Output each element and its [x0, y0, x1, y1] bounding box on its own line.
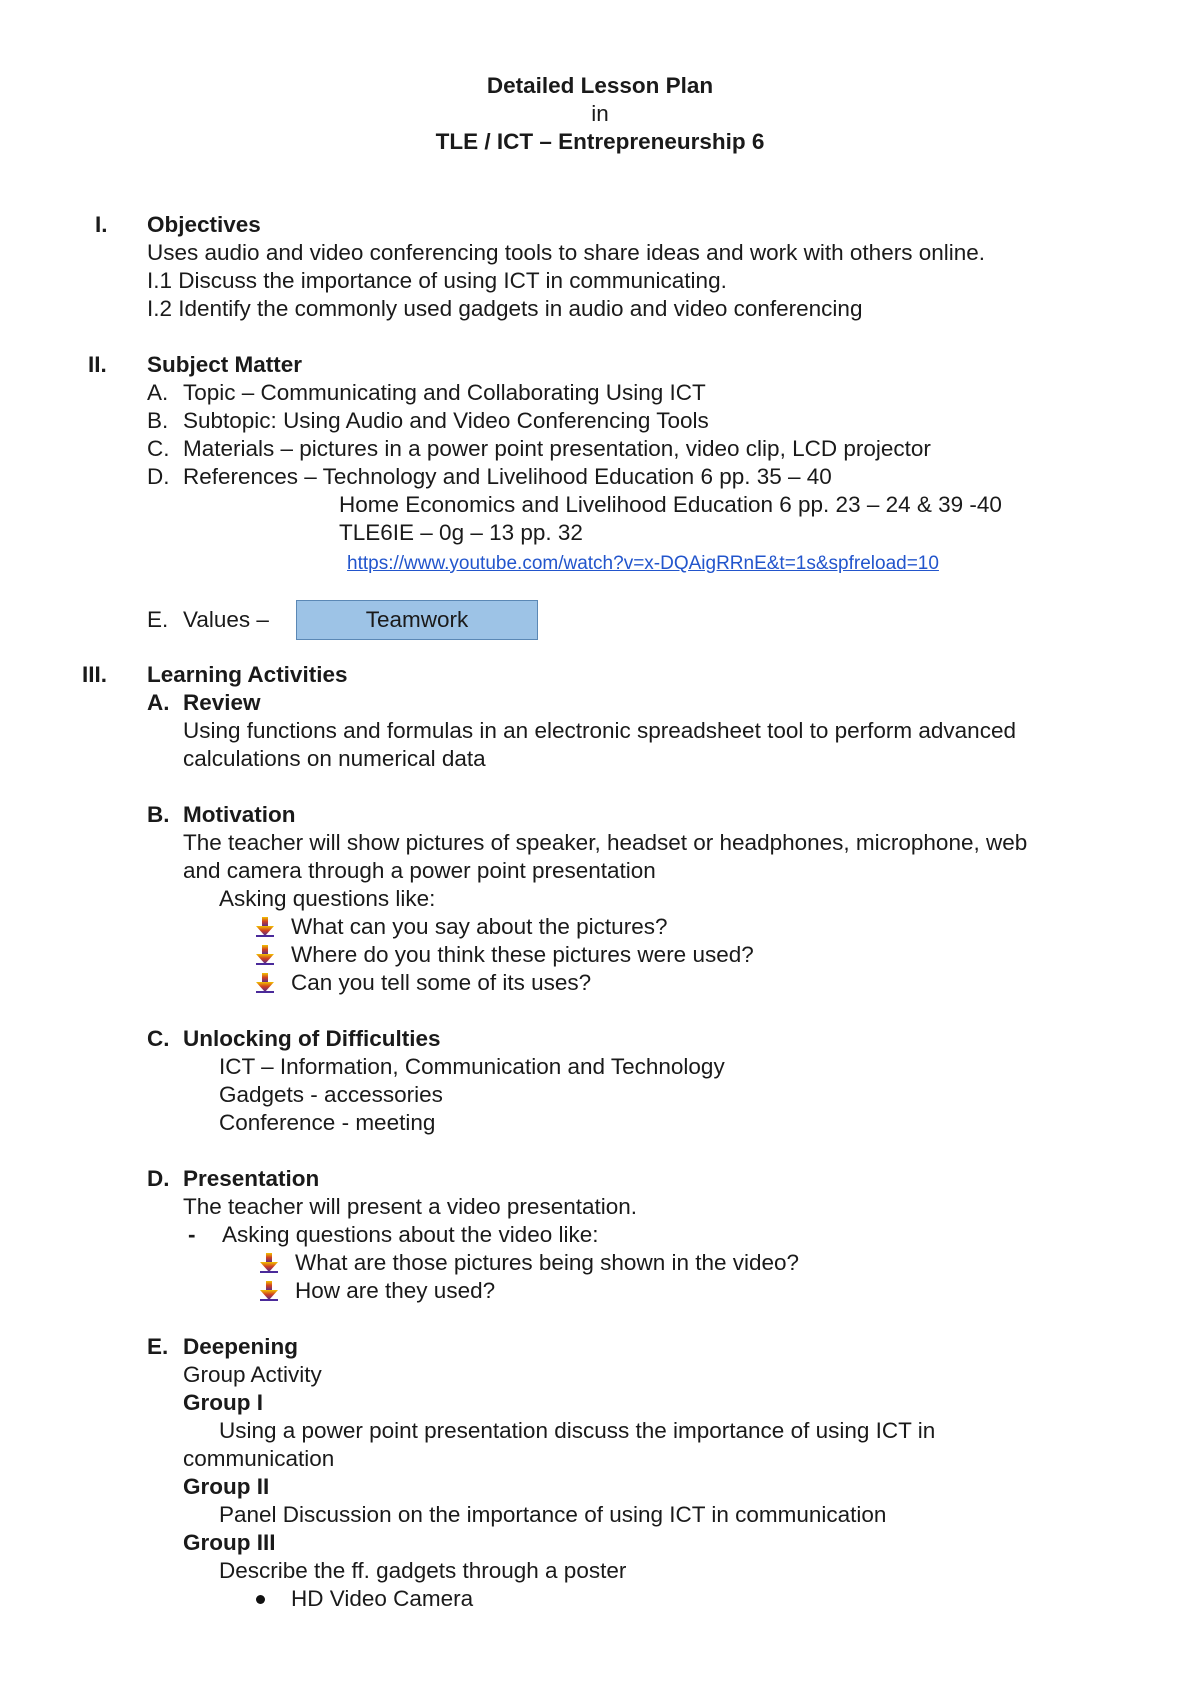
- arrow-bullet-icon: [256, 973, 274, 993]
- objective-item: I.2 Identify the commonly used gadgets in audio and video conferencing: [147, 296, 863, 321]
- presentation-asking: Asking questions about the video like:: [222, 1222, 599, 1247]
- bullet-dot-icon: [256, 1595, 265, 1604]
- group-heading: Group I: [183, 1390, 263, 1415]
- group-task: communication: [183, 1446, 335, 1471]
- group-heading: Group III: [183, 1530, 276, 1555]
- presentation-question: What are those pictures being shown in the video?: [295, 1250, 800, 1275]
- presentation-question: How are they used?: [295, 1278, 496, 1303]
- review-text: calculations on numerical data: [183, 746, 486, 771]
- review-text: Using functions and formulas in an electronic spreadsheet tool to perform advanced: [183, 718, 1016, 743]
- activity-heading-review: Review: [183, 690, 261, 715]
- vocabulary-term: Conference - meeting: [219, 1110, 436, 1135]
- objective-item: I.1 Discuss the importance of using ICT in communicating.: [147, 268, 727, 293]
- gadget-item: HD Video Camera: [291, 1586, 474, 1611]
- group-heading: Group II: [183, 1474, 270, 1499]
- subject-item-letter: B.: [147, 408, 169, 433]
- subject-item-letter: E.: [147, 607, 169, 632]
- motivation-asking: Asking questions like:: [219, 886, 436, 911]
- motivation-question: Can you tell some of its uses?: [291, 970, 592, 995]
- activity-letter: A.: [147, 690, 170, 715]
- arrow-bullet-icon: [256, 945, 274, 965]
- youtube-reference-link[interactable]: https://www.youtube.com/watch?v=x-DQAigRRnE&t=1s&spfreload=10: [347, 553, 939, 574]
- section-number-learning-activities: III.: [82, 662, 108, 687]
- objective-intro: Uses audio and video conferencing tools to share ideas and work with others online.: [147, 240, 986, 265]
- section-heading-learning-activities: Learning Activities: [147, 662, 348, 687]
- group-task: Using a power point presentation discuss the importance of using ICT in: [219, 1418, 936, 1443]
- arrow-bullet-icon: [260, 1253, 278, 1273]
- vocabulary-term: ICT – Information, Communication and Technology: [219, 1054, 725, 1079]
- subject-item-letter: D.: [147, 464, 170, 489]
- values-box: Teamwork: [296, 600, 538, 640]
- doc-title: Detailed Lesson Plan: [486, 73, 714, 98]
- section-heading-subject-matter: Subject Matter: [147, 352, 303, 377]
- subject-item-letter: A.: [147, 380, 169, 405]
- activity-heading-presentation: Presentation: [183, 1166, 320, 1191]
- activity-heading-unlocking: Unlocking of Difficulties: [183, 1026, 441, 1051]
- group-task: Describe the ff. gadgets through a poster: [219, 1558, 627, 1583]
- motivation-question: Where do you think these pictures were used?: [291, 942, 754, 967]
- deepening-activity: Group Activity: [183, 1362, 322, 1387]
- dash-bullet: -: [188, 1222, 196, 1247]
- vocabulary-term: Gadgets - accessories: [219, 1082, 443, 1107]
- motivation-question: What can you say about the pictures?: [291, 914, 668, 939]
- reference-line: Home Economics and Livelihood Education 6 pp. 23 – 24 & 39 -40: [339, 492, 1002, 517]
- doc-title-in: in: [591, 101, 609, 126]
- activity-letter: B.: [147, 802, 170, 827]
- section-heading-objectives: Objectives: [147, 212, 261, 237]
- subject-item-topic: Topic – Communicating and Collaborating Using ICT: [183, 380, 706, 405]
- activity-heading-motivation: Motivation: [183, 802, 296, 827]
- motivation-text: The teacher will show pictures of speaker, headset or headphones, microphone, web: [183, 830, 1028, 855]
- group-task: Panel Discussion on the importance of using ICT in communication: [219, 1502, 887, 1527]
- activity-heading-deepening: Deepening: [183, 1334, 299, 1359]
- subject-item-references: References – Technology and Livelihood Education 6 pp. 35 – 40: [183, 464, 832, 489]
- activity-letter: E.: [147, 1334, 169, 1359]
- arrow-bullet-icon: [256, 917, 274, 937]
- section-number-objectives: I.: [95, 212, 108, 237]
- motivation-text: and camera through a power point presentation: [183, 858, 656, 883]
- activity-letter: D.: [147, 1166, 170, 1191]
- subject-item-materials: Materials – pictures in a power point presentation, video clip, LCD projector: [183, 436, 931, 461]
- values-label: Values –: [183, 607, 269, 632]
- arrow-bullet-icon: [260, 1281, 278, 1301]
- subject-item-subtopic: Subtopic: Using Audio and Video Conferencing Tools: [183, 408, 709, 433]
- reference-line: TLE6IE – 0g – 13 pp. 32: [339, 520, 583, 545]
- presentation-text: The teacher will present a video presentation.: [183, 1194, 638, 1219]
- doc-subject: TLE / ICT – Entrepreneurship 6: [435, 129, 765, 154]
- section-number-subject-matter: II.: [88, 352, 107, 377]
- subject-item-letter: C.: [147, 436, 170, 461]
- activity-letter: C.: [147, 1026, 170, 1051]
